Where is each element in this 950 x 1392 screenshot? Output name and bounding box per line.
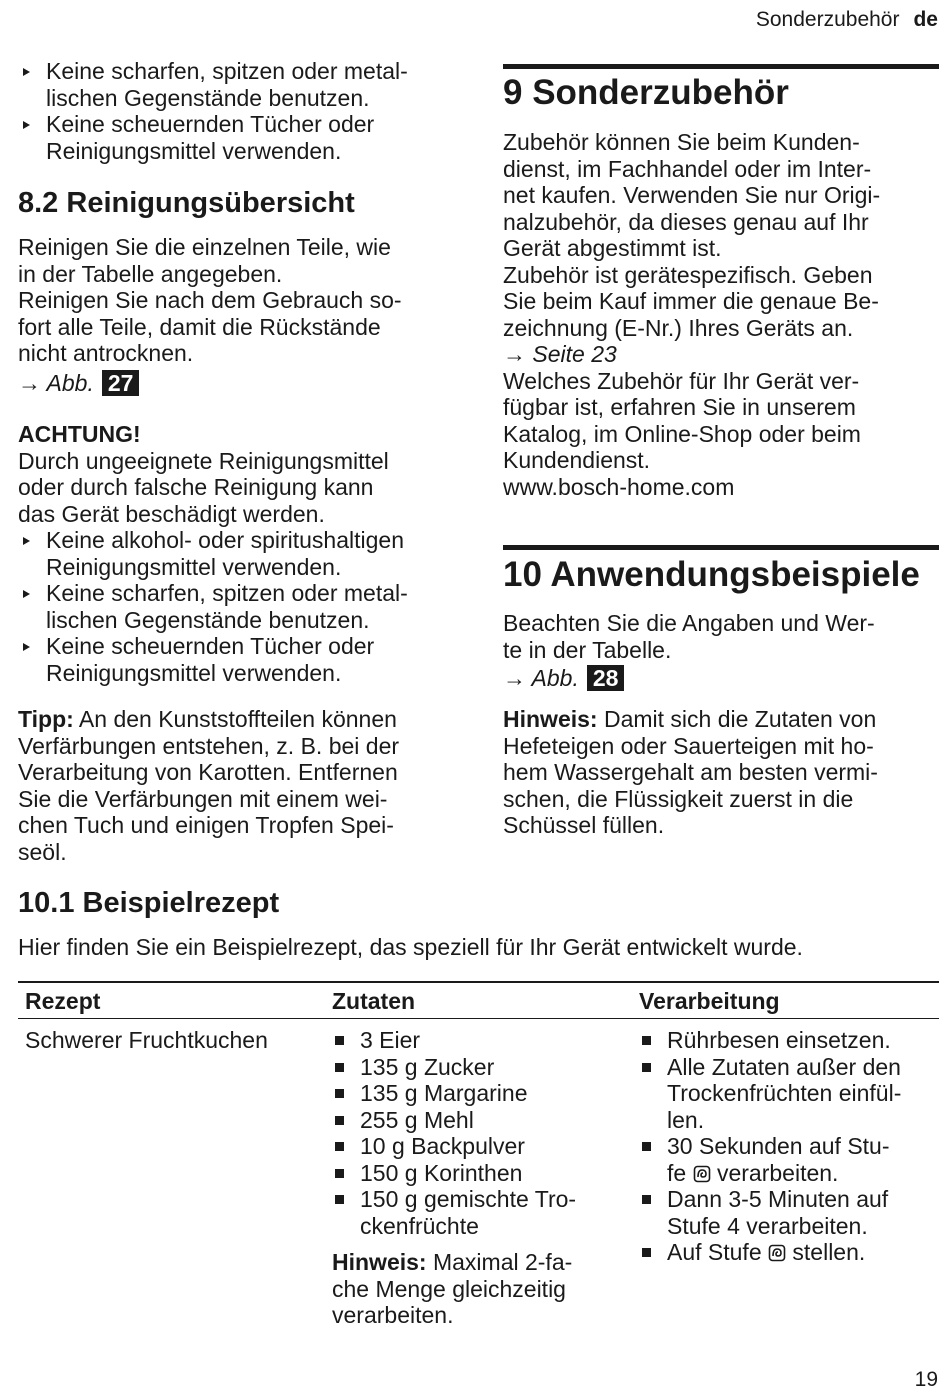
square-bullet-icon: [335, 1063, 344, 1072]
text-line: fügbar ist, erfahren Sie in unserem: [503, 394, 856, 420]
square-bullet-icon: [335, 1089, 344, 1098]
list-item: [639, 1239, 932, 1266]
running-header: [756, 8, 938, 32]
text-line: hem Wassergehalt am besten vermi-: [503, 759, 878, 785]
ingredient: 150 g Korinthen: [360, 1159, 523, 1186]
list-item: [639, 1186, 932, 1239]
text-line: Verarbeitung von Karotten. Entfernen: [18, 759, 398, 785]
page-reference: [503, 341, 617, 367]
turbo-speed-icon: [693, 1165, 711, 1183]
note-label: Hinweis:: [332, 1249, 427, 1275]
tip-label: Tipp:: [18, 706, 74, 732]
text-line: che Menge gleichzeitig: [332, 1275, 566, 1302]
figure-reference: [503, 665, 624, 692]
bullet-line: Reinigungsmittel verwenden.: [46, 137, 342, 164]
chapter-rule: [503, 64, 939, 69]
column-header-processing: Verarbeitung: [632, 982, 939, 1019]
text-line: Reinigen Sie die einzelnen Teile, wie: [18, 234, 391, 260]
text-line: Zubehör ist gerätespezifisch. Geben: [503, 261, 873, 288]
text-line: seöl.: [18, 838, 67, 865]
examples-paragraph: [503, 610, 939, 663]
text-line: Katalog, im Online-Shop oder beim: [503, 420, 861, 447]
website-link[interactable]: www.bosch-home.com: [503, 473, 735, 500]
step: verarbeiten.: [710, 1159, 839, 1186]
step: 30 Sekunden auf Stu-: [667, 1133, 890, 1159]
text-line: te in der Tabelle.: [503, 636, 672, 663]
list-item: [332, 1054, 625, 1081]
text-line: An den Kunststoffteilen können: [73, 706, 397, 732]
square-bullet-icon: [642, 1248, 651, 1257]
list-item: [18, 58, 478, 111]
step: stellen.: [786, 1239, 866, 1265]
chapter-heading-examples: 10 Anwendungsbeispiele: [503, 555, 920, 594]
text-line: zeichnung (E-Nr.) Ihres Geräts an.: [503, 314, 854, 341]
chapter-heading-accessories: 9 Sonderzubehör: [503, 73, 789, 112]
ingredient: ckenfrüchte: [360, 1212, 479, 1239]
bullet-triangle-icon: [23, 68, 30, 76]
text-line: Durch ungeeignete Reinigungsmittel: [18, 447, 389, 474]
square-bullet-icon: [335, 1142, 344, 1151]
section-heading-recipe: 10.1 Beispielrezept: [18, 887, 280, 919]
text-line: oder durch falsche Reinigung kann: [18, 474, 374, 500]
arrow-right-icon: →: [18, 370, 41, 396]
ingredients-cell: [325, 1019, 632, 1329]
ingredient: 3 Eier: [360, 1027, 421, 1053]
bullet-triangle-icon: [23, 590, 30, 598]
square-bullet-icon: [642, 1036, 651, 1045]
cleaning-paragraph: [18, 234, 478, 367]
processing-cell: [632, 1019, 939, 1329]
text-line: Zubehör können Sie beim Kunden-: [503, 129, 860, 155]
table-row: [18, 1019, 939, 1329]
bullet-line: lischen Gegenstände benutzen.: [46, 606, 370, 633]
text-line: Reinigen Sie nach dem Gebrauch so-: [18, 287, 402, 313]
text-line: schen, die Flüssigkeit zuerst in die: [503, 785, 854, 812]
figure-reference: [18, 370, 139, 397]
text-line: Maximal 2-fa-: [426, 1249, 573, 1275]
examples-note: [503, 706, 939, 839]
section-heading-cleaning: 8.2 Reinigungsübersicht: [18, 187, 355, 219]
bullet-line: Keine scheuernden Tücher oder: [46, 111, 375, 137]
step: Alle Zutaten außer den: [667, 1053, 901, 1080]
left-top-bullets: [18, 58, 478, 164]
text-line: Welches Zubehör für Ihr Gerät ver-: [503, 367, 860, 394]
figure-number-badge: 28: [587, 665, 625, 691]
text-line: das Gerät beschädigt werden.: [18, 500, 325, 527]
text-line: nicht antrocknen.: [18, 340, 194, 366]
reference-text: Abb.: [531, 665, 579, 691]
bullet-line: lischen Gegenstände benutzen.: [46, 84, 370, 111]
page-number: 19: [914, 1368, 938, 1391]
list-item: [639, 1027, 932, 1054]
header-lang: de: [913, 8, 938, 31]
bullet-line: Reinigungsmittel verwenden.: [46, 553, 342, 580]
arrow-right-icon: →: [503, 665, 526, 691]
chapter-rule: [503, 545, 939, 550]
list-item: [639, 1054, 932, 1134]
header-section: Sonderzubehör: [755, 8, 900, 31]
bullet-triangle-icon: [23, 121, 30, 129]
text-line: Sie die Verfärbungen mit einem wei-: [18, 785, 388, 812]
bullet-line: Keine alkohol- oder spiritushaltigen: [46, 527, 404, 553]
step: Dann 3-5 Minuten auf: [667, 1186, 889, 1212]
recipe-name: Schwerer Fruchtkuchen: [25, 1027, 268, 1053]
warning-block: [18, 421, 478, 686]
reference-text: Seite 23: [532, 341, 617, 367]
list-item: [332, 1133, 625, 1160]
list-item: [332, 1186, 625, 1239]
text-line: fort alle Teile, damit die Rückstände: [18, 313, 381, 340]
reference-text: Abb.: [46, 370, 94, 396]
square-bullet-icon: [335, 1116, 344, 1125]
text-line: verarbeiten.: [332, 1302, 454, 1328]
text-line: chen Tuch und einigen Tropfen Spei-: [18, 812, 394, 838]
square-bullet-icon: [335, 1195, 344, 1204]
list-item: [639, 1133, 932, 1186]
step: Trockenfrüchten einfül-: [667, 1080, 902, 1106]
table-header-row: [18, 982, 939, 1019]
step: Auf Stufe: [667, 1239, 769, 1265]
square-bullet-icon: [642, 1142, 651, 1151]
note-label: Hinweis:: [503, 706, 598, 732]
list-item: [18, 111, 478, 164]
figure-number-badge: 27: [102, 370, 140, 396]
bullet-triangle-icon: [23, 537, 30, 545]
text-line: Kundendienst.: [503, 447, 651, 473]
square-bullet-icon: [642, 1063, 651, 1072]
recipe-intro: Hier finden Sie ein Beispielrezept, das speziell für Ihr Gerät entwickelt wurde.: [18, 934, 803, 960]
square-bullet-icon: [335, 1169, 344, 1178]
text-line: Damit sich die Zutaten von: [597, 706, 877, 732]
accessories-paragraph: [503, 129, 939, 500]
column-header-ingredients: Zutaten: [325, 982, 632, 1019]
text-line: Sie beim Kauf immer die genaue Be-: [503, 288, 879, 314]
ingredient: 135 g Zucker: [360, 1053, 495, 1080]
bullet-line: Keine scheuernden Tücher oder: [46, 633, 375, 659]
ingredient: 150 g gemischte Tro-: [360, 1186, 577, 1212]
list-item: [332, 1080, 625, 1107]
text-line: dienst, im Fachhandel oder im Inter-: [503, 155, 872, 182]
step: Stufe 4 verarbeiten.: [667, 1212, 868, 1239]
list-item: [18, 527, 478, 580]
text-line: Beachten Sie die Angaben und Wer-: [503, 610, 875, 636]
list-item: [332, 1160, 625, 1187]
list-item: [332, 1027, 625, 1054]
ingredient: 10 g Backpulver: [360, 1133, 525, 1159]
step: len.: [667, 1106, 705, 1133]
warning-title: ACHTUNG!: [18, 421, 141, 447]
square-bullet-icon: [335, 1036, 344, 1045]
ingredient: 255 g Mehl: [360, 1106, 474, 1133]
text-line: Gerät abgestimmt ist.: [503, 235, 722, 261]
arrow-right-icon: →: [503, 341, 526, 367]
column-header-recipe: Rezept: [18, 982, 325, 1019]
text-line: Schüssel füllen.: [503, 812, 665, 838]
step: Rührbesen einsetzen.: [667, 1027, 891, 1053]
list-item: [18, 580, 478, 633]
bullet-triangle-icon: [23, 643, 30, 651]
text-line: in der Tabelle angegeben.: [18, 260, 283, 287]
bullet-line: Keine scharfen, spitzen oder metal-: [46, 580, 408, 606]
bullet-line: Reinigungsmittel verwenden.: [46, 659, 342, 686]
ingredient: 135 g Margarine: [360, 1080, 528, 1106]
bullet-line: Keine scharfen, spitzen oder metal-: [46, 58, 408, 84]
text-line: nalzubehör, da dieses genau auf Ihr: [503, 208, 869, 235]
text-line: net kaufen. Verwenden Sie nur Origi-: [503, 182, 881, 208]
tip-paragraph: [18, 706, 478, 865]
turbo-speed-icon: [768, 1244, 786, 1262]
list-item: [332, 1107, 625, 1134]
text-line: Hefeteigen oder Sauerteigen mit ho-: [503, 732, 874, 759]
square-bullet-icon: [642, 1195, 651, 1204]
text-line: Verfärbungen entstehen, z. B. bei der: [18, 732, 400, 759]
step: fe: [667, 1159, 693, 1186]
list-item: [18, 633, 478, 686]
recipe-table: [18, 981, 939, 1329]
ingredients-note: [332, 1249, 625, 1329]
